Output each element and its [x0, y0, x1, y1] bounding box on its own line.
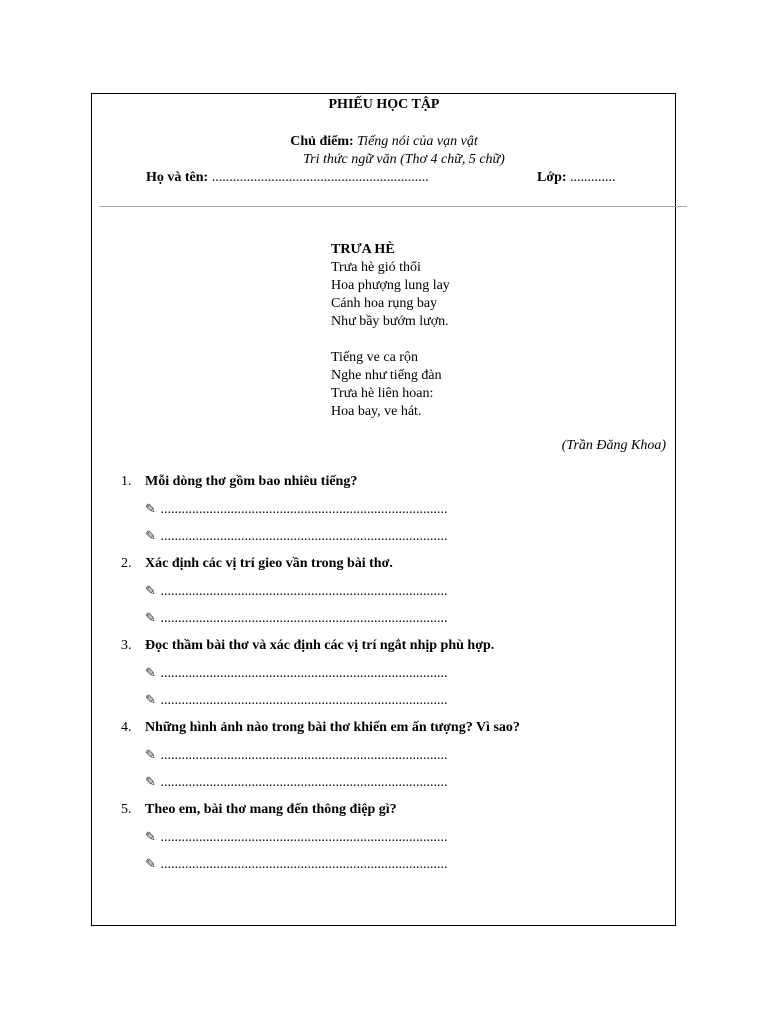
class-label: Lớp: [537, 170, 567, 185]
pencil-icon: ✎ [145, 583, 156, 598]
answer-line[interactable] [145, 583, 448, 600]
question-text: Mỗi dòng thơ gồm bao nhiêu tiếng? [145, 474, 358, 489]
student-name-row [146, 170, 429, 186]
answer-dots: .................................................................................. [160, 775, 448, 790]
poem-line: Nghe như tiếng đàn [331, 368, 442, 383]
topic-label: Chủ điểm: [290, 134, 354, 149]
answer-line[interactable] [145, 528, 448, 545]
answer-dots: .................................................................................. [160, 693, 448, 708]
answer-dots: .................................................................................. [160, 857, 448, 872]
name-label: Họ và tên: [146, 170, 209, 185]
answer-dots: .................................................................................. [160, 830, 448, 845]
pencil-icon: ✎ [145, 610, 156, 625]
topic-value: Tiếng nói của vạn vật [357, 134, 478, 149]
answer-dots: .................................................................................. [160, 529, 448, 544]
stanza-gap [331, 331, 450, 349]
header-divider [99, 206, 687, 207]
answer-dots: .................................................................................. [160, 611, 448, 626]
question-number: 5. [121, 802, 132, 817]
pencil-icon: ✎ [145, 528, 156, 543]
poem-line: Trưa hè gió thổi [331, 260, 421, 275]
poem-line: Trưa hè liên hoan: [331, 386, 434, 401]
question-text: Xác định các vị trí gieo vần trong bài thơ. [145, 556, 393, 571]
answer-line[interactable] [145, 747, 448, 764]
answer-line[interactable] [145, 665, 448, 682]
question-2 [121, 556, 661, 638]
question-text: Theo em, bài thơ mang đến thông điệp gì? [145, 802, 397, 817]
subtopic-line: Tri thức ngữ văn (Thơ 4 chữ, 5 chữ) [303, 152, 505, 167]
answer-dots: .................................................................................. [160, 748, 448, 763]
question-1 [121, 474, 661, 556]
poem-line: Tiếng ve ca rộn [331, 350, 418, 365]
question-4 [121, 720, 661, 802]
poem [331, 241, 450, 421]
pencil-icon: ✎ [145, 856, 156, 871]
question-list [121, 474, 661, 884]
poem-line: Như bầy bướm lượn. [331, 314, 449, 329]
question-3 [121, 638, 661, 720]
answer-line[interactable] [145, 856, 448, 873]
question-number: 2. [121, 556, 132, 571]
question-number: 1. [121, 474, 132, 489]
answer-line[interactable] [145, 501, 448, 518]
class-blank[interactable]: ............. [570, 170, 616, 185]
poem-title: TRƯA HÈ [331, 242, 395, 257]
poem-author: (Trần Đăng Khoa) [561, 438, 666, 453]
pencil-icon: ✎ [145, 501, 156, 516]
question-text: Đọc thầm bài thơ và xác định các vị trí ngắt nhịp phù hợp. [145, 638, 495, 653]
question-number: 4. [121, 720, 132, 735]
page-title: PHIẾU HỌC TẬP [328, 97, 440, 112]
answer-dots: .................................................................................. [160, 584, 448, 599]
question-5 [121, 802, 661, 884]
poem-line: Cánh hoa rụng bay [331, 296, 438, 311]
answer-line[interactable] [145, 692, 448, 709]
answer-line[interactable] [145, 829, 448, 846]
question-number: 3. [121, 638, 132, 653]
poem-line: Hoa bay, ve hát. [331, 404, 422, 419]
name-blank[interactable]: .............................................................. [211, 170, 429, 185]
answer-dots: .................................................................................. [160, 502, 448, 517]
answer-line[interactable] [145, 774, 448, 791]
poem-line: Hoa phượng lung lay [331, 278, 450, 293]
pencil-icon: ✎ [145, 774, 156, 789]
pencil-icon: ✎ [145, 692, 156, 707]
pencil-icon: ✎ [145, 747, 156, 762]
answer-line[interactable] [145, 610, 448, 627]
class-row [537, 170, 616, 186]
pencil-icon: ✎ [145, 665, 156, 680]
pencil-icon: ✎ [145, 829, 156, 844]
topic-line [0, 134, 768, 150]
answer-dots: .................................................................................. [160, 666, 448, 681]
question-text: Những hình ảnh nào trong bài thơ khiến em ấn tượng? Vì sao? [145, 720, 520, 735]
